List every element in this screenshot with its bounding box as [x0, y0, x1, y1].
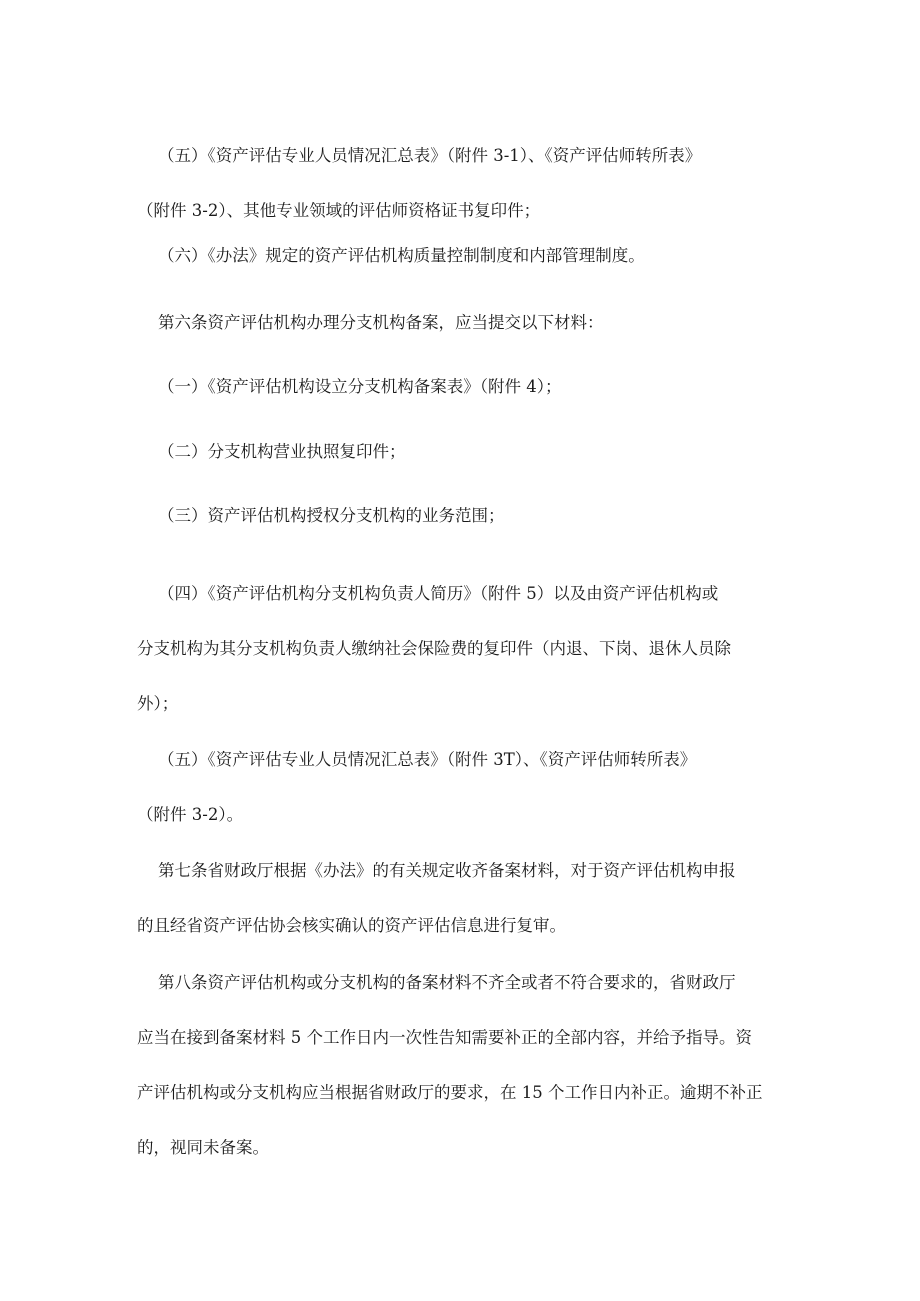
text-line: （六）《办法》规定的资产评估机构质量控制制度和内部管理制度。 — [137, 246, 645, 265]
text-line: 的，视同未备案。 — [137, 1138, 269, 1157]
paragraph-item-1-branch-form — [137, 373, 787, 400]
paragraph-article-6 — [137, 309, 787, 336]
text-line: （五）《资产评估专业人员情况汇总表》（附件 3T）、《资产评估师转所表》 — [137, 750, 697, 769]
paragraph-article-7 — [137, 843, 787, 953]
text-line: 第八条资产评估机构或分支机构的备案材料不齐全或者不符合要求的，省财政厅 — [137, 973, 736, 992]
text-line: （二）分支机构营业执照复印件； — [137, 442, 406, 461]
text-line: 外）； — [137, 694, 179, 713]
paragraph-item-5-summary-form — [137, 732, 787, 842]
text-line: （附件 3-2）。 — [137, 805, 244, 824]
text-line: （一）《资产评估机构设立分支机构备案表》（附件 4）； — [137, 377, 562, 396]
paragraph-item-2-business-license — [137, 438, 787, 465]
text-line: 的且经省资产评估协会核实确认的资产评估信息进行复审。 — [137, 916, 566, 935]
text-line: 第七条省财政厅根据《办法》的有关规定收齐备案材料，对于资产评估机构申报 — [137, 861, 736, 880]
paragraph-item-3-business-scope — [137, 502, 787, 529]
text-line: 产评估机构或分支机构应当根据省财政厅的要求，在 15 个工作日内补正。逾期不补正 — [137, 1083, 763, 1102]
text-line: （附件 3-2）、其他专业领域的评估师资格证书复印件； — [137, 201, 541, 220]
paragraph-article-8 — [137, 955, 787, 1175]
text-line: 第六条资产评估机构办理分支机构备案，应当提交以下材料： — [137, 313, 604, 332]
paragraph-item-5-attachments — [137, 128, 787, 238]
paragraph-item-6-quality-control — [137, 242, 787, 269]
paragraph-item-4-branch-head — [137, 566, 787, 731]
text-line: （三）资产评估机构授权分支机构的业务范围； — [137, 506, 505, 525]
text-line: 分支机构为其分支机构负责人缴纳社会保险费的复印件（内退、下岗、退休人员除 — [137, 639, 731, 658]
text-line: （四）《资产评估机构分支机构负责人简历》（附件 5）以及由资产评估机构或 — [137, 584, 719, 603]
text-line: 应当在接到备案材料 5 个工作日内一次性告知需要补正的全部内容，并给予指导。资 — [137, 1028, 752, 1047]
text-line: （五）《资产评估专业人员情况汇总表》（附件 3-1）、《资产评估师转所表》 — [137, 146, 702, 165]
